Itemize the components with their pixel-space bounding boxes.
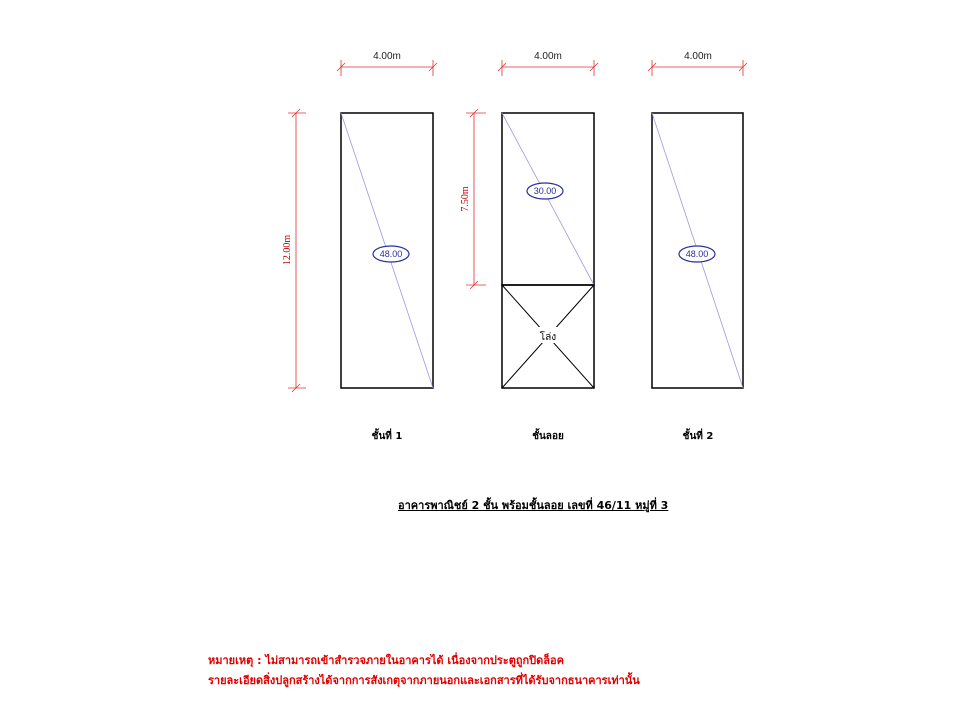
- width-dimension-3: [648, 60, 747, 76]
- plan-floor-2: [648, 51, 747, 442]
- floor-label-2: ชั้นลอย: [532, 431, 564, 442]
- plan-floor-1: [282, 51, 437, 442]
- remark-line-2: รายละเอียดสิ่งปลูกสร้างได้จากการสังเกตุจากภายนอกและเอกสารที่ได้รับจากธนาคารเท่านั้น: [208, 674, 640, 687]
- width-label-1: 4.00m: [373, 51, 401, 62]
- area-label-3: 48.00: [685, 249, 709, 259]
- width-dimension-2: [498, 60, 598, 76]
- width-label-3: 4.00m: [684, 51, 712, 62]
- void-label: โล่ง: [539, 332, 557, 343]
- width-dimension-1: [337, 60, 437, 76]
- area-label-2: 30.00: [533, 186, 557, 196]
- floor-label-1: ชั้นที่ 1: [371, 431, 403, 442]
- height-label-2: 7.50m: [460, 186, 471, 212]
- floor-label-3: ชั้นที่ 2: [682, 431, 714, 442]
- plan-mezzanine: [460, 51, 598, 442]
- remark-line-1: หมายเหตุ : ไม่สามารถเข้าสำรวจภายในอาคารได้ เนื่องจากประตูถูกปิดล็อค: [208, 654, 565, 667]
- area-label-1: 48.00: [379, 249, 403, 259]
- width-label-2: 4.00m: [534, 51, 562, 62]
- height-label-1: 12.00m: [282, 234, 293, 266]
- building-title: อาคารพาณิชย์ 2 ชั้น พร้อมชั้นลอย เลขที่ 46/11 หมู่ที่ 3: [398, 499, 669, 512]
